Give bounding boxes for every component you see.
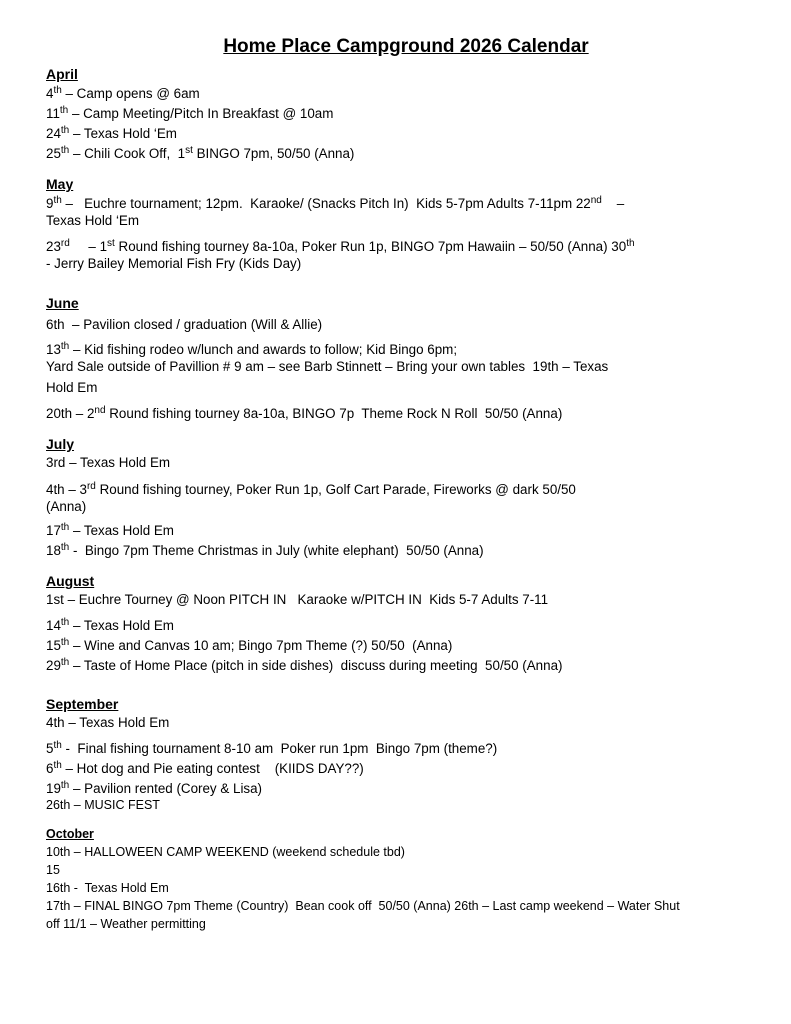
may-events bbox=[46, 195, 766, 273]
event-line: 15 bbox=[46, 863, 60, 877]
event-line: 16th - Texas Hold Em bbox=[46, 881, 169, 895]
april-events bbox=[46, 85, 766, 162]
july-events bbox=[46, 454, 766, 559]
event-line: 5th - Final fishing tournament 8-10 am Poker run 1pm Bingo 7pm (theme?) bbox=[46, 740, 498, 756]
event-line: 3rd – Texas Hold Em bbox=[46, 455, 171, 470]
event-line: 15th – Wine and Canvas 10 am; Bingo 7pm Theme (?) 50/50 (Anna) bbox=[46, 637, 453, 653]
event-line: 23rd – 1st Round fishing tourney 8a-10a, Poker Run 1p, BINGO 7pm Hawaiin – 50/50 (Anna) 30th bbox=[46, 238, 635, 254]
event-line: 18th - Bingo 7pm Theme Christmas in July (white elephant) 50/50 (Anna) bbox=[46, 542, 484, 558]
event-line: 6th – Hot dog and Pie eating contest (KIIDS DAY??) bbox=[46, 760, 364, 776]
event-line: 9th – Euchre tournament; 12pm. Karaoke/ (Snacks Pitch In) Kids 5-7pm Adults 7-11pm 22nd – bbox=[46, 195, 625, 211]
month-heading-may: May bbox=[46, 176, 74, 192]
page-title: Home Place Campground 2026 Calendar bbox=[223, 36, 589, 57]
month-heading-june: June bbox=[46, 295, 79, 311]
event-line: 19th – Pavilion rented (Corey & Lisa) bbox=[46, 780, 263, 796]
event-line: off 11/1 – Weather permitting bbox=[46, 917, 206, 931]
month-heading-april: April bbox=[46, 66, 78, 82]
event-line: 4th – Texas Hold Em bbox=[46, 715, 170, 730]
calendar-page bbox=[46, 36, 766, 933]
june-events bbox=[46, 316, 766, 422]
event-line: Texas Hold ‘Em bbox=[46, 213, 140, 228]
event-line: 4th – Camp opens @ 6am bbox=[46, 85, 200, 101]
event-line: 14th – Texas Hold Em bbox=[46, 617, 174, 633]
event-line: 13th – Kid fishing rodeo w/lunch and awards to follow; Kid Bingo 6pm; bbox=[46, 341, 458, 357]
month-heading-september: September bbox=[46, 696, 119, 712]
event-line: 25th – Chili Cook Off, 1st BINGO 7pm, 50/50 (Anna) bbox=[46, 145, 355, 161]
event-line: 1st – Euchre Tourney @ Noon PITCH IN Karaoke w/PITCH IN Kids 5-7 Adults 7-11 bbox=[46, 592, 549, 607]
event-line: 24th – Texas Hold ‘Em bbox=[46, 125, 177, 141]
event-line: 4th – 3rd Round fishing tourney, Poker Run 1p, Golf Cart Parade, Fireworks @ dark 50/50 bbox=[46, 481, 576, 497]
event-line: 20th – 2nd Round fishing tourney 8a-10a, BINGO 7p Theme Rock N Roll 50/50 (Anna) bbox=[46, 405, 563, 421]
event-line: 17th – FINAL BINGO 7pm Theme (Country) Bean cook off 50/50 (Anna) 26th – Last camp weekend – Water Shut bbox=[46, 899, 680, 913]
event-line: Hold Em bbox=[46, 380, 98, 395]
event-line: 11th – Camp Meeting/Pitch In Breakfast @ 10am bbox=[46, 105, 334, 121]
event-line: 26th – MUSIC FEST bbox=[46, 798, 160, 812]
event-line: 6th – Pavilion closed / graduation (Will & Allie) bbox=[46, 317, 323, 332]
event-line: - Jerry Bailey Memorial Fish Fry (Kids Day) bbox=[46, 256, 302, 271]
event-line: 29th – Taste of Home Place (pitch in side dishes) discuss during meeting 50/50 (Anna) bbox=[46, 657, 563, 673]
september-events bbox=[46, 714, 766, 813]
month-heading-august: August bbox=[46, 573, 95, 589]
month-heading-october: October bbox=[46, 827, 94, 841]
month-heading-july: July bbox=[46, 436, 75, 452]
event-line: 17th – Texas Hold Em bbox=[46, 522, 174, 538]
event-line: 10th – HALLOWEEN CAMP WEEKEND (weekend schedule tbd) bbox=[46, 845, 405, 859]
event-line: Yard Sale outside of Pavillion # 9 am – see Barb Stinnett – Bring your own tables 19th – Texas bbox=[46, 359, 609, 374]
event-line: (Anna) bbox=[46, 499, 87, 514]
october-events bbox=[46, 843, 766, 933]
august-events bbox=[46, 591, 766, 674]
